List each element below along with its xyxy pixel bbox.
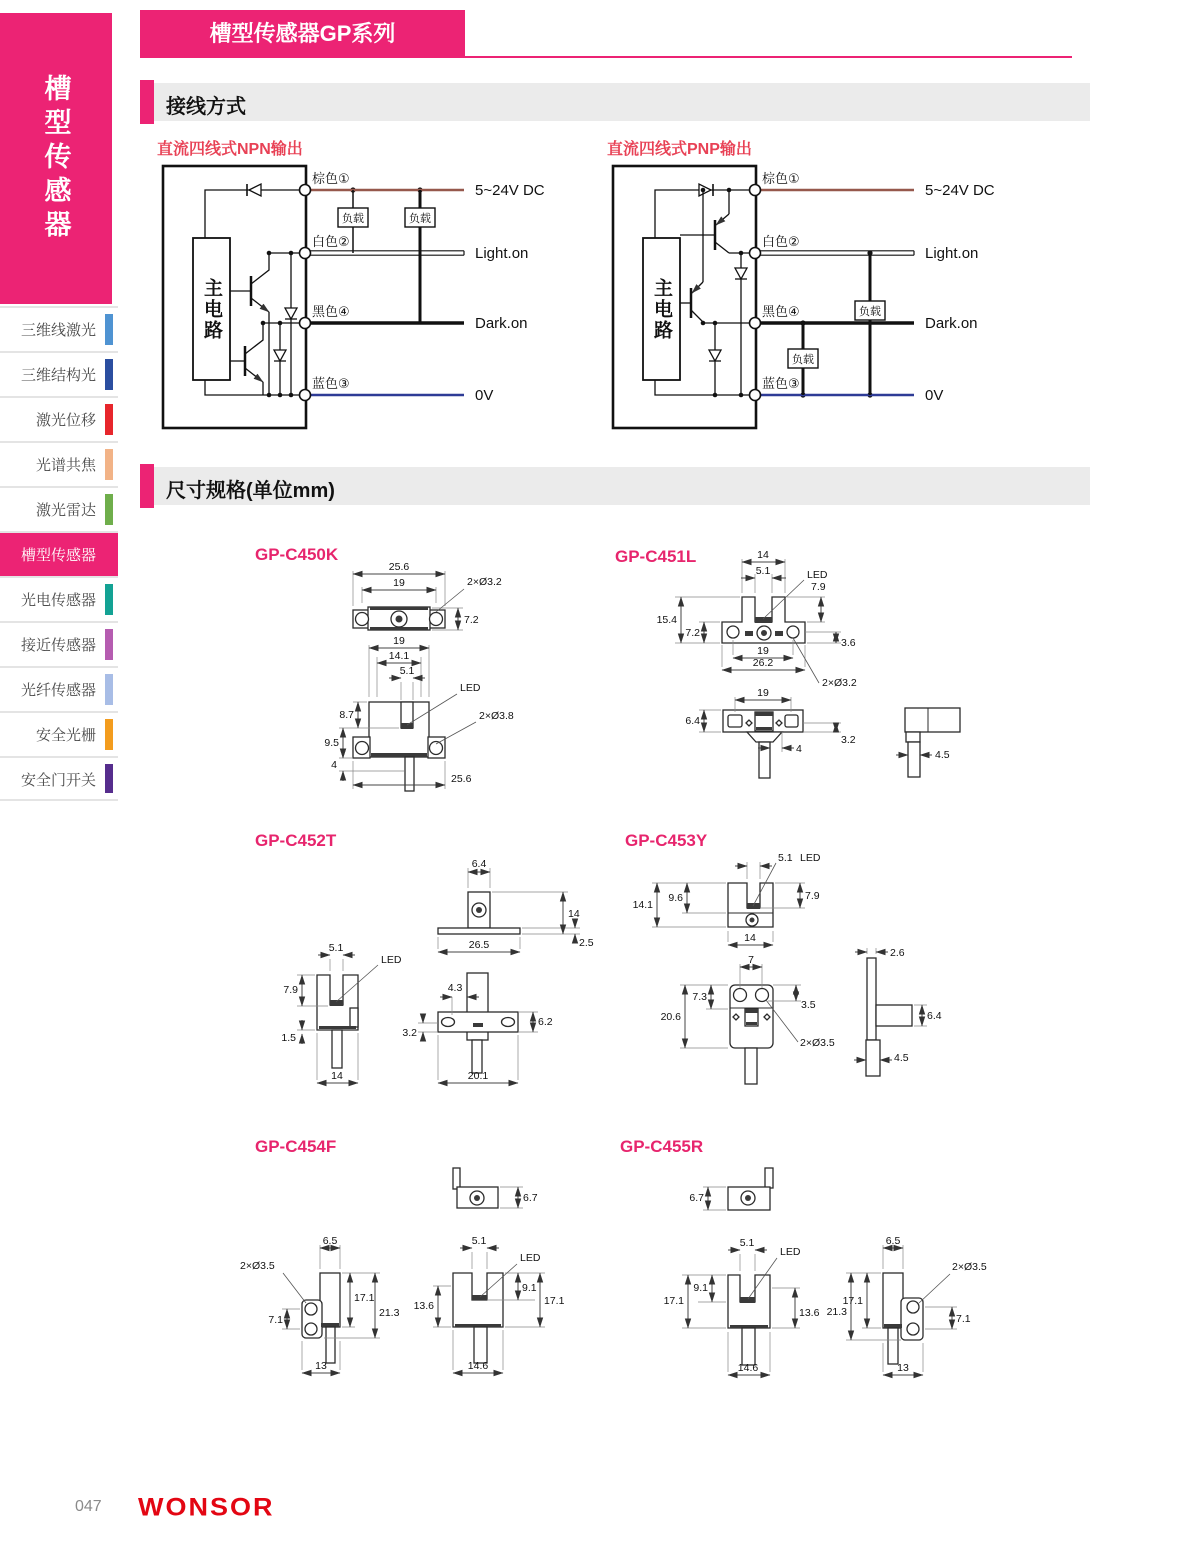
dim-label: 5.1 [778,852,793,864]
dim-label: 4.5 [935,749,950,761]
output-label: 5~24V DC [475,182,545,199]
drawing-gp-c450k [255,545,615,820]
dim-label: 5.1 [755,565,771,577]
npn-wires [310,190,464,395]
dim-label: 13.6 [413,1300,434,1312]
terminal-label: 白色② [762,234,800,249]
banner-underline [140,56,1072,58]
sidebar-category-label: 槽型传感器 [40,73,71,244]
dim-label: 13.6 [799,1307,820,1319]
sidebar-item-accent [105,674,113,705]
load-label: 负载 [792,354,814,366]
sidebar-item-accent [105,314,113,345]
dim-label: 7.2 [685,627,700,639]
pnp-wires [760,190,914,395]
front-view [728,1275,770,1365]
sidebar-item-safety-door-switch [0,756,118,801]
dim-label: 3.5 [801,999,816,1011]
dim-label: 2.5 [579,937,594,949]
load-label: 负载 [859,306,881,318]
dim-label: 9.6 [668,892,683,904]
dim-label: 2×Ø3.8 [479,710,514,722]
dim-label: 5.1 [471,1235,487,1247]
sidebar-menu [0,306,118,801]
terminal-label: 棕色① [312,171,350,186]
dim-label: 5.1 [328,942,344,954]
sidebar-category-banner [0,13,112,304]
dim-label: 19 [393,635,405,647]
dim-label: 8.7 [339,709,354,721]
section-title-wiring: 接线方式 [166,96,246,118]
drawing-gp-c455r [620,1133,1020,1413]
sidebar-item-label: 激光雷达 [35,502,96,519]
dim-label: 21.3 [379,1307,400,1319]
dimension-lines [681,562,932,755]
dim-label: 15.4 [656,614,677,626]
dim-label: 14.6 [737,1362,759,1374]
dim-label: 6.2 [538,1016,553,1028]
dim-label: 19 [757,645,769,657]
dim-label: 3.6 [841,637,856,649]
dim-label: 25.6 [451,773,472,785]
output-label: Dark.on [475,315,528,332]
sidebar-item-lidar [0,486,118,531]
sidebar-item-label: 激光位移 [35,412,96,429]
bottom-view [723,710,803,778]
dim-label: 19 [757,687,769,699]
gp-c455r-drawing-svg [620,1133,1020,1408]
side-view [905,708,960,777]
dim-label: 25.6 [388,561,410,573]
model-label: GP-C450K [255,545,339,564]
sidebar-item-label: 接近传感器 [20,637,96,654]
output-label: 0V [475,387,494,404]
dim-label: 17.1 [663,1295,684,1307]
dim-label: 26.5 [468,939,490,951]
sidebar-item-accent [105,494,113,525]
terminal-label: 蓝色③ [762,376,800,391]
dim-label: 7.9 [805,890,820,902]
dim-label: 13 [315,1360,327,1372]
section-title-dimensions: 尺寸规格(单位mm) [166,480,335,502]
bracket-view [728,1168,773,1210]
dim-label: 2×Ø3.5 [240,1260,275,1272]
sidebar-item-safety-light-curtain [0,711,118,756]
sidebar [0,0,122,1552]
sidebar-item-label: 光电传感器 [20,592,96,609]
npn-wiring-diagram [157,158,607,438]
dim-label: 6.4 [927,1010,942,1022]
dim-label: 9.5 [324,737,339,749]
output-label: Dark.on [925,315,978,332]
npn-diagram-title: 直流四线式NPN输出 [157,141,303,158]
dim-label: 9.1 [693,1282,708,1294]
bottom-view [730,985,773,1084]
side-view [883,1273,923,1364]
sidebar-item-label: 三维结构光 [20,367,96,384]
main-circuit-label [643,238,680,380]
dim-label: 20.6 [660,1011,681,1023]
drawing-gp-c451l [615,545,1055,820]
top-view [438,892,520,934]
dimension-lines [657,863,922,1060]
sidebar-item-proximity-sensor [0,621,118,666]
dim-label: 17.1 [842,1295,863,1307]
dim-label: 6.4 [471,858,487,870]
dim-label: 6.5 [885,1235,901,1247]
dim-label: 26.2 [752,657,774,669]
dim-label: 4.5 [894,1052,909,1064]
front-view [453,1273,503,1363]
dim-label: 7.3 [692,991,707,1003]
sidebar-item-fiber-sensor [0,666,118,711]
dim-label: 5.1 [399,665,415,677]
dim-label: LED [381,954,402,966]
dim-label: 14 [744,932,756,944]
dim-label: 3.2 [841,734,856,746]
dim-label: 2×Ø3.5 [952,1261,987,1273]
page-title-banner [140,10,465,57]
dim-label: LED [460,682,481,694]
dim-label: 14.6 [467,1360,489,1372]
dim-label: 2×Ø3.2 [467,576,502,588]
sidebar-item-spectral-confocal [0,441,118,486]
dim-label: 4 [796,743,802,755]
dim-label: 14.1 [388,650,410,662]
sidebar-item-label: 安全光栅 [35,727,96,744]
dim-label: 7.2 [464,614,479,626]
pnp-diagram-title: 直流四线式PNP输出 [607,141,752,158]
output-label: 0V [925,387,944,404]
top-view [353,607,445,630]
sidebar-item-label: 光纤传感器 [20,682,96,699]
dim-label: LED [520,1252,541,1264]
dim-label: 7.9 [811,581,826,593]
terminal-label: 黑色④ [762,304,800,319]
dim-label: 17.1 [354,1292,375,1304]
front-view [728,883,773,927]
sidebar-item-slot-sensor-active [0,531,118,576]
dim-label: 17.1 [544,1295,565,1307]
sidebar-item-accent [105,719,113,750]
output-label: Light.on [475,245,529,262]
dim-label: 7.1 [268,1314,283,1326]
model-label: GP-C451L [615,547,697,566]
dim-label: 14 [568,908,580,920]
model-label: GP-C454F [255,1137,337,1156]
dim-label: 2×Ø3.5 [800,1037,835,1049]
dim-label: 21.3 [826,1306,847,1318]
main-circuit-label [193,238,230,380]
terminal-label: 白色② [312,234,350,249]
sidebar-item-accent [105,404,113,435]
load-label: 负载 [342,213,364,225]
dim-label: 6.7 [689,1192,704,1204]
dim-label: 20.1 [467,1070,489,1082]
front-view [353,702,445,791]
dim-label: 13 [897,1362,909,1374]
model-label: GP-C455R [620,1137,704,1156]
sidebar-item-accent [105,764,113,793]
output-label: Light.on [925,245,979,262]
dim-label: 4 [331,759,337,771]
dim-label: LED [800,852,821,864]
main-circuit-text: 主电路 [651,277,672,341]
model-label: GP-C452T [255,831,337,850]
sidebar-item-label: 光谱共焦 [35,457,96,474]
gp-c451l-drawing-svg [615,545,1055,810]
dim-label: 6.4 [685,715,700,727]
sidebar-item-accent [105,449,113,480]
front-view [317,975,358,1068]
page-title: 槽型传感器GP系列 [209,21,396,46]
load-boxes [338,208,435,227]
model-label: GP-C453Y [625,831,708,850]
terminal-label: 蓝色③ [312,376,350,391]
drawing-gp-c454f [235,1133,635,1413]
dim-label: LED [780,1246,801,1258]
sidebar-item-photoelectric-sensor [0,576,118,621]
section-bar [154,83,1090,121]
dim-label: 1.5 [281,1032,296,1044]
brand-logo: WONSOR [138,1493,275,1521]
dim-label: 6.5 [322,1235,338,1247]
dim-label: 6.7 [523,1192,538,1204]
dim-label: 2×Ø3.2 [822,677,857,689]
dim-label: 7 [748,954,754,966]
extension-lines [682,1187,957,1372]
output-label: 5~24V DC [925,182,995,199]
sidebar-item-label: 三维线激光 [20,322,96,339]
main-circuit-text: 主电路 [201,277,222,341]
dim-label: 5.1 [739,1237,755,1249]
terminal-label: 棕色① [762,171,800,186]
gp-c450k-drawing-svg [255,545,615,815]
gp-c454f-drawing-svg [235,1133,635,1408]
sidebar-item-accent [105,584,113,615]
section-accent [140,80,154,124]
sidebar-item-accent [105,539,113,570]
dim-label: 19 [393,577,405,589]
sidebar-item-accent [105,359,113,390]
pnp-wiring-diagram [607,158,1057,438]
gp-c453y-drawing-svg [600,828,995,1113]
dim-label: 2.6 [890,947,905,959]
sidebar-item-3d-structured-light [0,351,118,396]
gp-c452t-drawing-svg [255,825,615,1115]
load-label: 负载 [409,213,431,225]
front-view [722,597,805,643]
sidebar-item-3d-line-laser [0,306,118,351]
dim-label: 3.2 [402,1027,417,1039]
terminal-label: 黑色④ [312,304,350,319]
drawing-gp-c453y [600,828,995,1118]
dim-label: 7.9 [283,984,298,996]
page-number: 047 [75,1498,102,1515]
dim-label: 14.1 [632,899,653,911]
sidebar-item-label: 安全门开关 [20,772,96,789]
dim-label: LED [807,569,828,581]
dim-label: 4.3 [447,982,463,994]
dim-label: 14 [331,1070,343,1082]
sidebar-item-accent [105,629,113,660]
section-accent [140,464,154,508]
side-view [302,1273,340,1363]
sidebar-item-label: 槽型传感器 [20,547,96,564]
dim-label: 9.1 [522,1282,537,1294]
drawing-gp-c452t [255,825,615,1120]
bracket-view [453,1168,498,1208]
dim-label: 14 [757,549,769,561]
sidebar-item-laser-displacement [0,396,118,441]
dim-label: 7.1 [956,1313,971,1325]
